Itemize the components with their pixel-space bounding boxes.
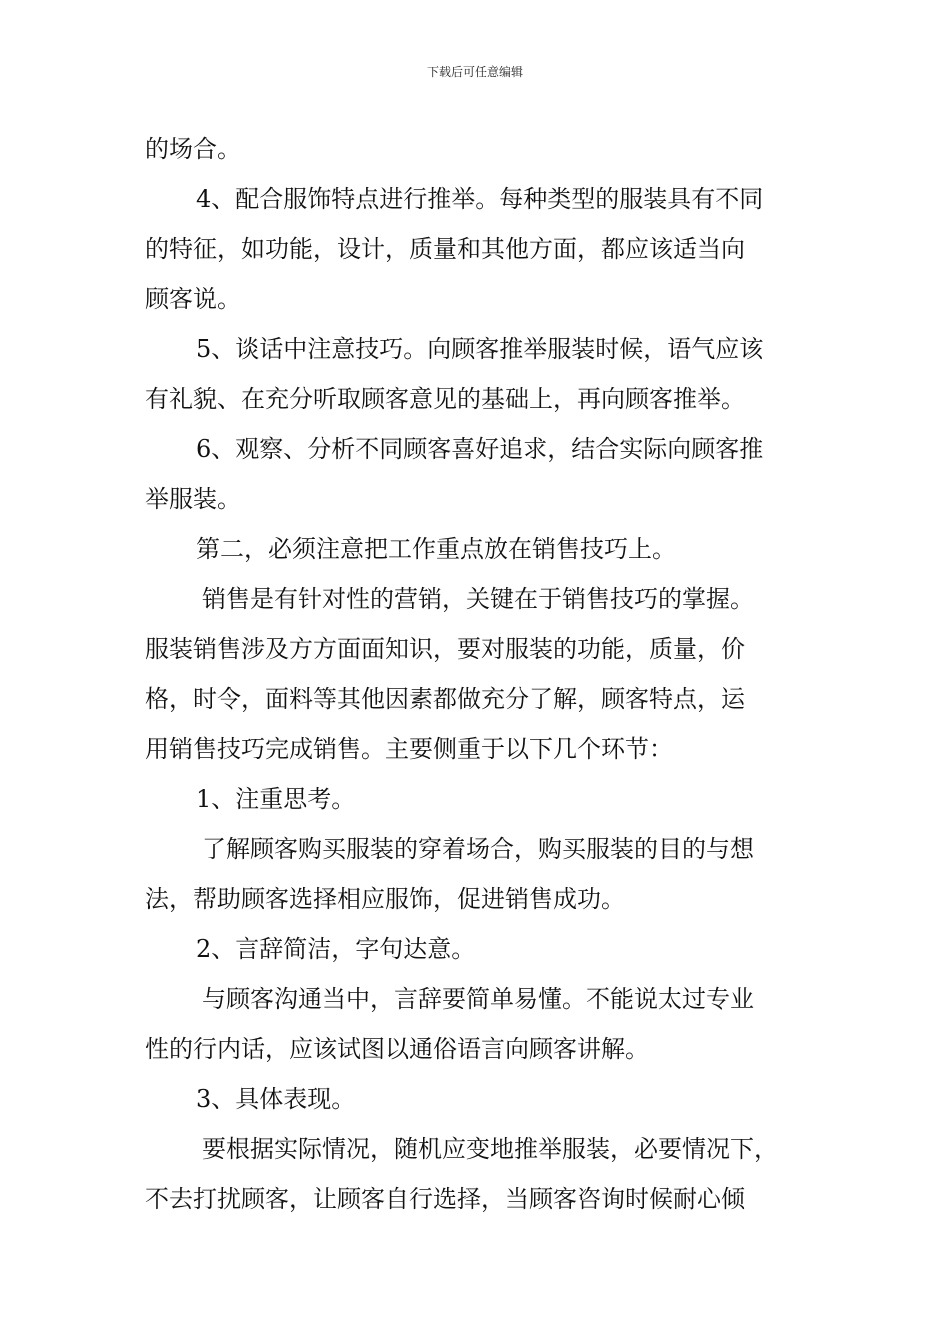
text-line: 顾客说。 — [145, 285, 241, 313]
text-line: 有礼貌、在充分听取顾客意见的基础上，再向顾客推举。 — [145, 385, 745, 413]
text-line: 不去打扰顾客，让顾客自行选择，当顾客咨询时候耐心倾 — [145, 1185, 745, 1213]
text-line: 要根据实际情况，随机应变地推举服装，必要情况下， — [202, 1135, 778, 1163]
text-line: 第二，必须注意把工作重点放在销售技巧上。 — [196, 535, 676, 563]
text-line: 5、谈话中注意技巧。向顾客推举服装时候，语气应该 — [196, 335, 764, 363]
text-line: 4、配合服饰特点进行推举。每种类型的服装具有不同 — [196, 185, 764, 213]
text-line: 2、言辞简洁，字句达意。 — [196, 935, 476, 963]
page-header: 下载后可任意编辑 — [426, 65, 523, 79]
text-line: 举服装。 — [145, 485, 241, 513]
text-line: 法，帮助顾客选择相应服饰，促进销售成功。 — [145, 885, 625, 913]
text-line: 服装销售涉及方方面面知识，要对服装的功能，质量，价 — [145, 635, 745, 663]
text-line: 与顾客沟通当中，言辞要简单易懂。不能说太过专业 — [202, 985, 754, 1013]
text-line: 1、注重思考。 — [196, 785, 356, 813]
text-line: 的特征，如功能，设计，质量和其他方面，都应该适当向 — [145, 235, 745, 263]
text-line: 3、具体表现。 — [196, 1085, 356, 1113]
text-line: 了解顾客购买服装的穿着场合，购买服装的目的与想 — [202, 835, 754, 863]
text-line: 的场合。 — [145, 135, 241, 163]
text-line: 销售是有针对性的营销，关键在于销售技巧的掌握。 — [202, 585, 754, 613]
text-line: 格，时令，面料等其他因素都做充分了解，顾客特点，运 — [145, 685, 745, 713]
text-line: 6、观察、分析不同顾客喜好追求，结合实际向顾客推 — [196, 435, 764, 463]
text-line: 性的行内话，应该试图以通俗语言向顾客讲解。 — [145, 1035, 649, 1063]
text-line: 用销售技巧完成销售。主要侧重于以下几个环节： — [145, 735, 673, 763]
